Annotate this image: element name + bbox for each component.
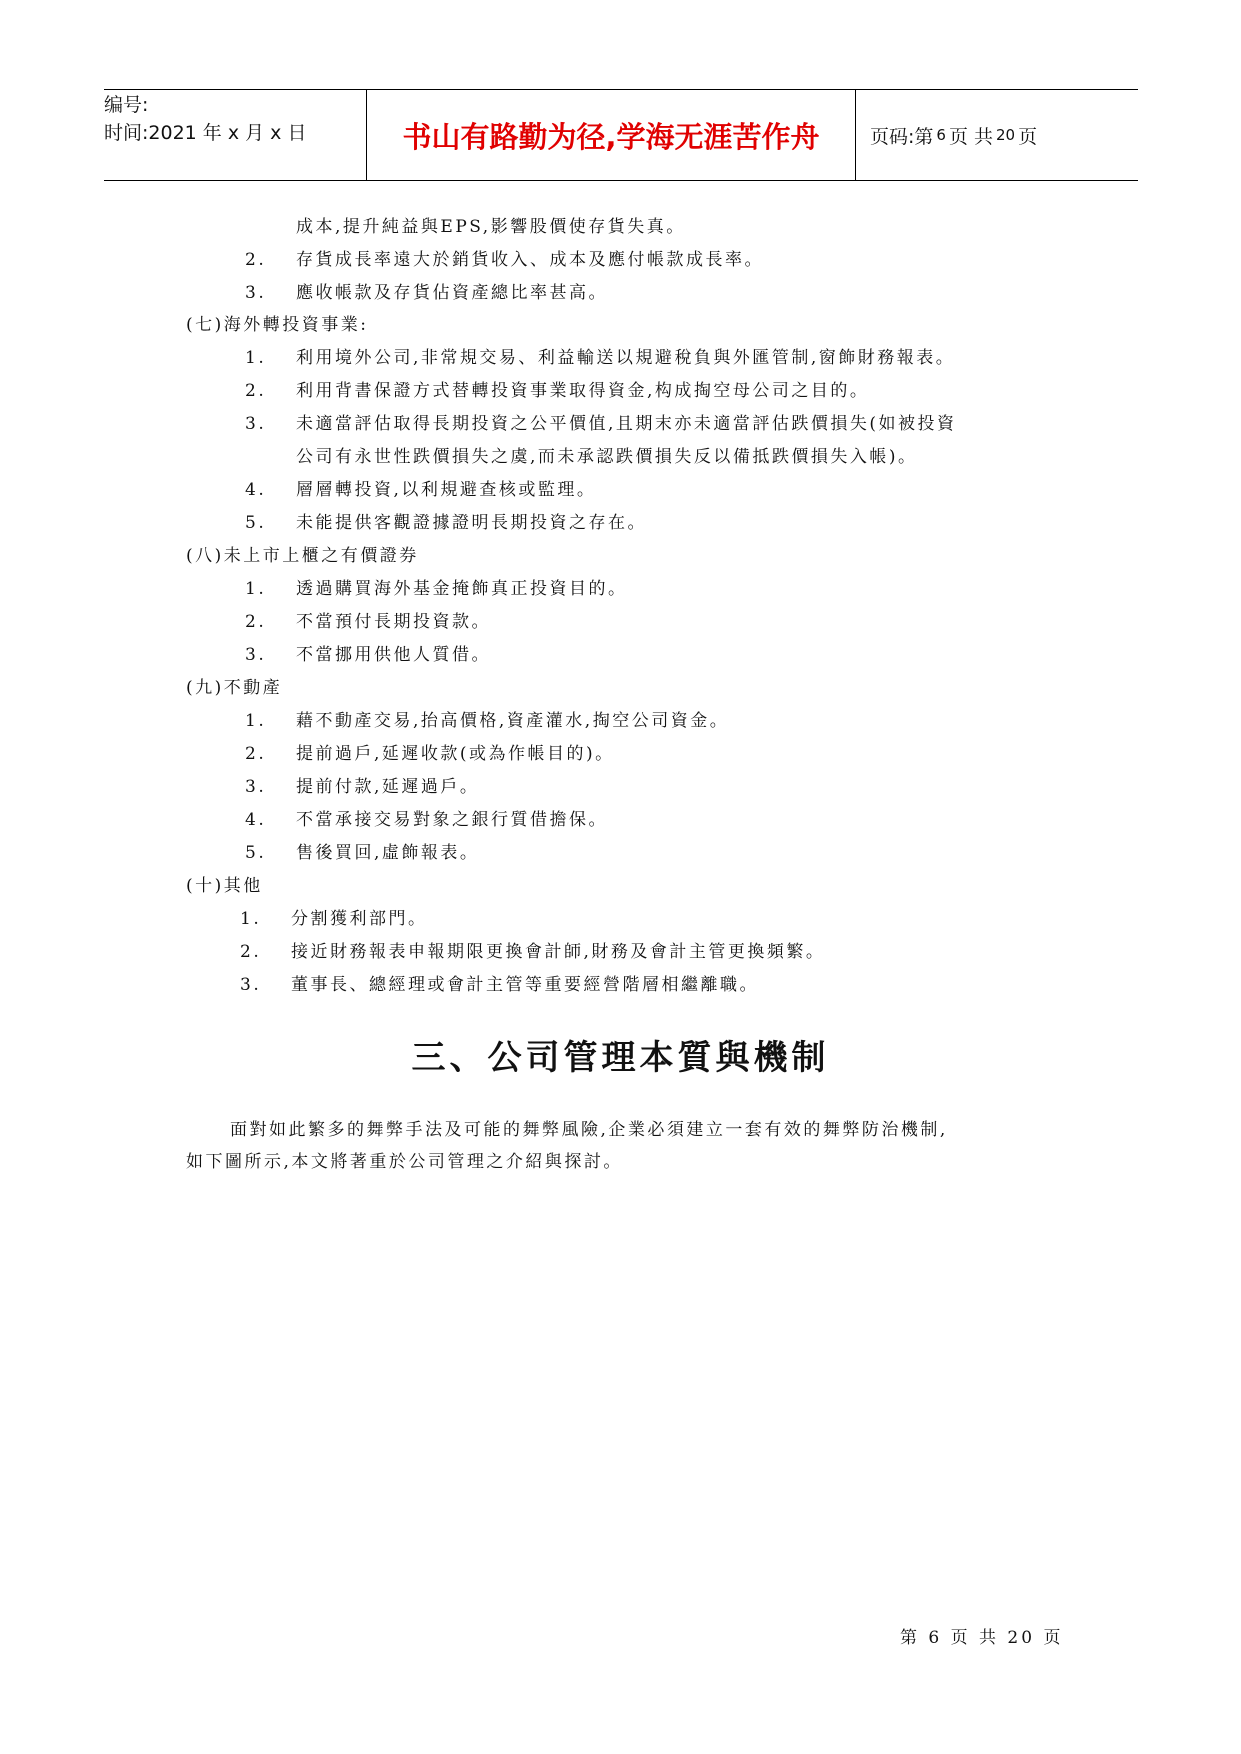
page-suffix: 页 [1018, 125, 1038, 148]
list-item-text: 分割獲利部門。 [291, 909, 428, 929]
list-item [245, 640, 491, 665]
list-item-number: 3. [240, 975, 262, 995]
list-item [240, 937, 825, 962]
list-item-number: 2. [245, 612, 267, 632]
list-item-number: 2. [245, 381, 267, 401]
list-item-text: 利用背書保證方式替轉投資事業取得資金,构成掏空母公司之目的。 [296, 381, 870, 401]
list-item-number: 4. [245, 810, 267, 830]
list-item-text: 利用境外公司,非常規交易、利益輸送以規避稅負與外匯管制,窗飾財務報表。 [296, 348, 956, 368]
list-item-number: 2. [245, 250, 267, 270]
list-item-text: 接近財務報表申報期限更換會計師,財務及會計主管更換頻繁。 [291, 942, 826, 962]
document-number-label: 编号: [104, 94, 149, 116]
list-item-text: 未能提供客觀證據證明長期投資之存在。 [296, 513, 647, 533]
document-time-label: 时间:2021 年 x 月 x 日 [104, 122, 307, 144]
list-item [240, 970, 759, 995]
list-item-number: 3. [245, 414, 267, 434]
list-item-number: 4. [245, 480, 267, 500]
list-item-text: 存貨成長率遠大於銷貨收入、成本及應付帳款成長率。 [296, 250, 764, 270]
list-item-number: 3. [245, 283, 267, 303]
list-item [245, 607, 491, 632]
list-item-text: 提前過戶,延遲收款(或為作帳目的)。 [296, 744, 615, 764]
page-header [104, 89, 1138, 181]
list-item-text: 提前付款,延遲過戶。 [296, 777, 480, 797]
header-page-info [856, 90, 1138, 180]
list-item-number: 3. [245, 777, 267, 797]
list-item-text: 應收帳款及存貨佔資產總比率甚高。 [296, 283, 608, 303]
list-item [245, 409, 957, 434]
list-item [245, 574, 628, 599]
list-item-number: 2. [245, 744, 267, 764]
paragraph-line-1: 面對如此繁多的舞弊手法及可能的舞弊風險,企業必須建立一套有效的舞弊防治機制, [230, 1120, 948, 1140]
header-motto: 书山有路勤为径,学海无涯苦作舟 [367, 90, 856, 180]
list-item-text: 售後買回,虛飾報表。 [296, 843, 480, 863]
list-item [245, 706, 729, 731]
header-meta [104, 90, 367, 180]
list-item-number: 1. [245, 711, 267, 731]
list-item-text: 不當挪用供他人質借。 [296, 645, 491, 665]
section-line: (八)未上市上櫃之有價證券 [186, 546, 419, 566]
page-mid: 页 共 [948, 125, 993, 148]
list-item-number: 5. [245, 513, 267, 533]
list-item-text: 公司有永世性跌價損失之虞,而未承認跌價損失反以備抵跌價損失入帳)。 [296, 447, 918, 467]
list-item-text: 透過購買海外基金掩飾真正投資目的。 [296, 579, 628, 599]
list-item [245, 838, 479, 863]
page-current: 6 [936, 126, 946, 144]
list-item [240, 904, 428, 929]
list-item-text: 藉不動產交易,抬高價格,資產灌水,掏空公司資金。 [296, 711, 730, 731]
list-item-text: 不當承接交易對象之銀行質借擔保。 [296, 810, 608, 830]
list-item [245, 475, 596, 500]
section-line: (九)不動產 [186, 678, 283, 698]
list-item [245, 805, 608, 830]
list-item [245, 442, 918, 467]
section-line: (十)其他 [186, 876, 263, 896]
list-item [245, 245, 764, 270]
list-item-number: 2. [240, 942, 262, 962]
list-item [245, 376, 869, 401]
list-item-text: 董事長、總經理或會計主管等重要經營階層相繼離職。 [291, 975, 759, 995]
section-heading: 三、公司管理本質與機制 [411, 1038, 830, 1078]
list-item-text: 層層轉投資,以利規避查核或監理。 [296, 480, 597, 500]
page-footer: 第 6 页 共 20 页 [900, 1628, 1064, 1648]
list-item-text: 未適當評估取得長期投資之公平價值,且期末亦未適當評估跌價損失(如被投資 [296, 414, 957, 434]
list-item [245, 343, 955, 368]
page-prefix: 页码:第 [870, 125, 934, 148]
list-item [245, 278, 608, 303]
list-item-number: 3. [245, 645, 267, 665]
list-item [245, 508, 647, 533]
section-line: (七)海外轉投資事業: [186, 315, 369, 335]
paragraph-line-2: 如下圖所示,本文將著重於公司管理之介紹與探討。 [186, 1152, 623, 1172]
list-item [245, 772, 479, 797]
page-total: 20 [996, 126, 1016, 144]
list-item-number: 1. [245, 348, 267, 368]
list-item [245, 739, 615, 764]
section-line: 成本,提升純益與EPS,影響股價使存貨失真。 [296, 217, 686, 237]
list-item-number: 1. [245, 579, 267, 599]
list-item-text: 不當預付長期投資款。 [296, 612, 491, 632]
list-item-number: 5. [245, 843, 267, 863]
list-item-number: 1. [240, 909, 262, 929]
